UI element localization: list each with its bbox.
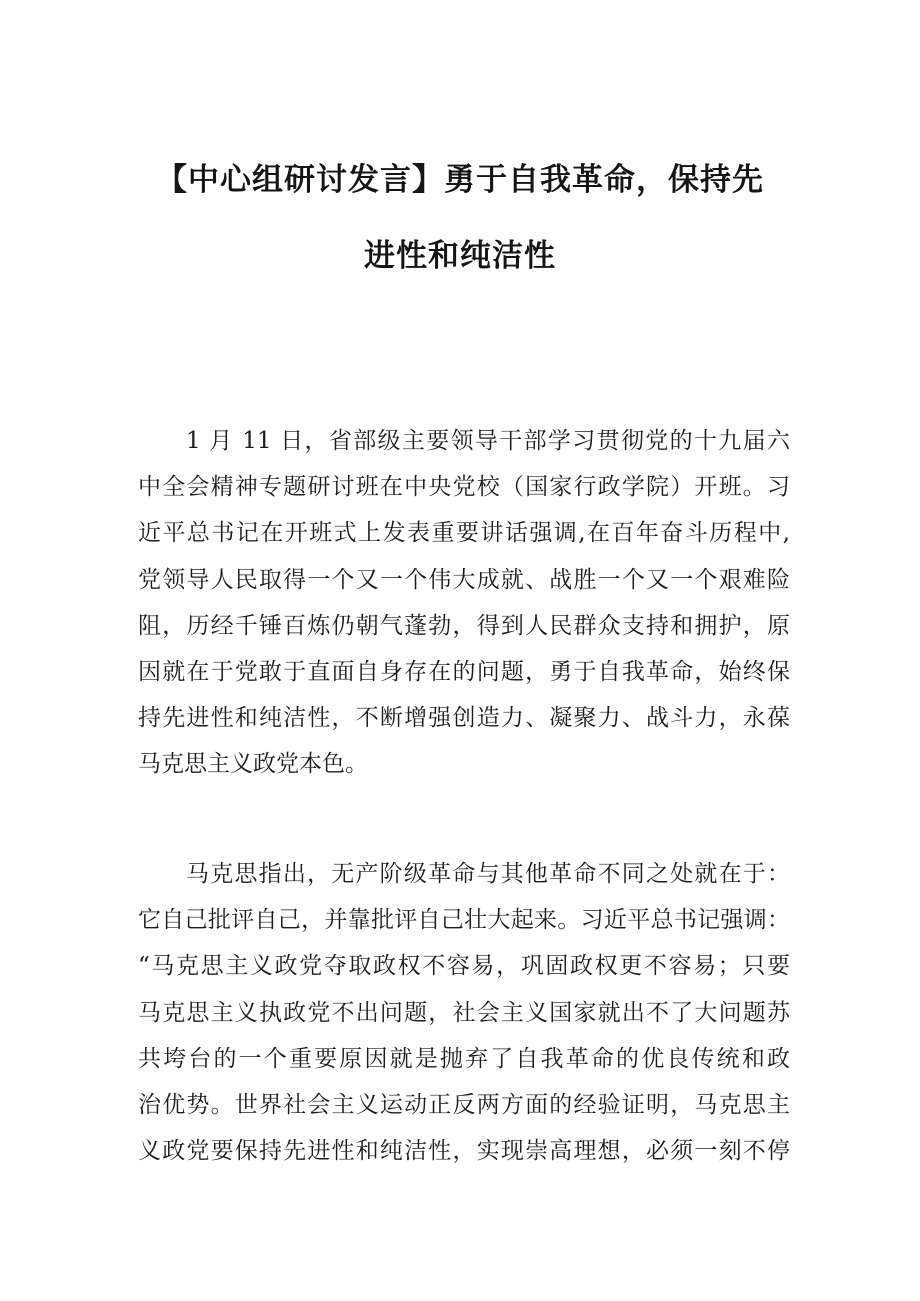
paragraph-line: 治优势。世界社会主义运动正反两方面的经验证明，马克思主 [138,1091,790,1118]
paragraph-line: “马克思主义政党夺取政权不容易，巩固政权更不容易；只要 [138,953,790,980]
document-title-line-2: 进性和纯洁性 [364,238,556,274]
paragraph-line: 阻，历经千锤百炼仍朝气蓬勃，得到人民群众支持和拥护，原 [138,612,790,639]
paragraph-line: 中全会精神专题研讨班在中央党校（国家行政学院）开班。习 [138,474,790,501]
paragraph-line: 党领导人民取得一个又一个伟大成就、战胜一个又一个艰难险 [138,566,790,593]
paragraph-line: 持先进性和纯洁性，不断增强创造力、凝聚力、战斗力，永葆 [138,705,790,732]
paragraph-1 [138,418,790,788]
paragraph-line: 1 月 11 日，省部级主要领导干部学习贯彻党的十九届六 [186,428,790,454]
paragraph-line: 义政党要保持先进性和纯洁性，实现崇高理想，必须一刻不停 [138,1138,790,1165]
paragraph-line: 马克思主义政党本色。 [138,751,368,778]
paragraph-line: 它自己批评自己，并靠批评自己壮大起来。习近平总书记强调： [138,907,790,934]
paragraph-line: 马克思指出，无产阶级革命与其他革命不同之处就在于： [186,861,790,887]
paragraph-line: 近平总书记在开班式上发表重要讲话强调,在百年奋斗历程中, [138,520,790,547]
paragraph-line: 因就在于党敢于直面自身存在的问题，勇于自我革命，始终保 [138,658,790,685]
paragraph-2 [138,851,790,1174]
paragraph-line: 共垮台的一个重要原因就是抛弃了自我革命的优良传统和政 [138,1045,790,1072]
paragraph-line: 马克思主义执政党不出问题，社会主义国家就出不了大问题苏 [138,999,790,1026]
document-title-line-1: 【中心组研讨发言】勇于自我革命，保持先 [156,162,764,198]
